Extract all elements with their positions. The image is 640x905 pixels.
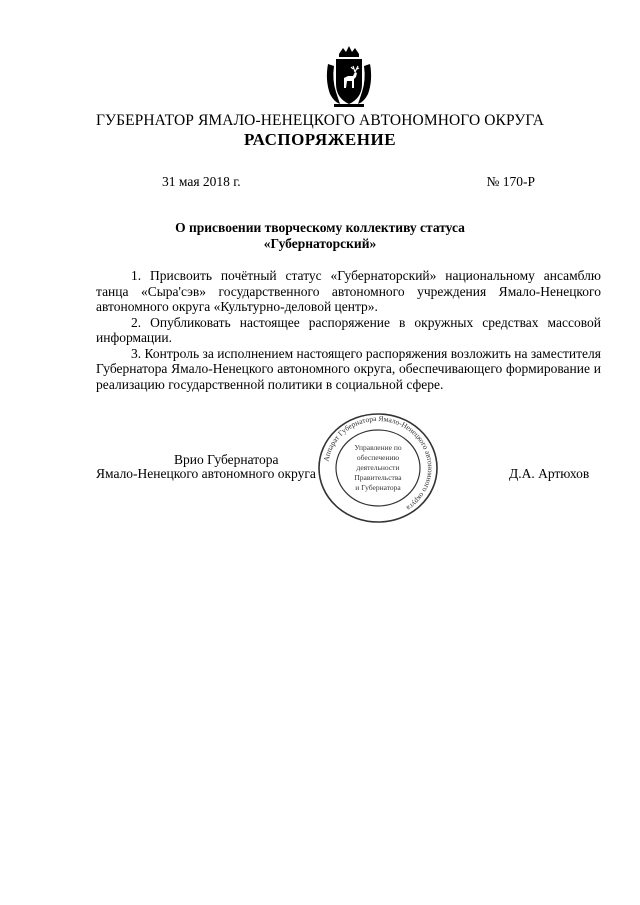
svg-text:и Губернатора: и Губернатора (355, 483, 401, 492)
signatory-name: Д.А. Артюхов (509, 466, 590, 481)
subject-line-1: О присвоении творческому коллективу статуса (175, 220, 465, 235)
body-paragraph-3: 3. Контроль за исполнением настоящего распоряжения возложить на заместителя Губернатора Ямало-Ненецкого автономного округа, обеспечивающего формирование и реализацию государственной политики в социальной сфере. (96, 345, 601, 392)
svg-text:Управление по: Управление по (354, 443, 402, 452)
document-date: 31 мая 2018 г. (162, 174, 241, 189)
svg-text:обеспечению: обеспечению (356, 453, 400, 462)
svg-text:Аппарат Губернатора Ямало-Нене: Аппарат Губернатора Ямало-Ненецкого автономного округа (321, 413, 436, 513)
coat-of-arms-icon (322, 44, 376, 108)
document-subject (0, 220, 640, 252)
document-type: РАСПОРЯЖЕНИЕ (243, 130, 397, 149)
svg-text:деятельности: деятельности (356, 463, 400, 472)
signatory-title-line-2: Ямало-Ненецкого автономного округа (96, 466, 316, 481)
signatory-title-line-1: Врио Губернатора (174, 452, 279, 467)
svg-text:Правительства: Правительства (354, 473, 402, 482)
official-seal-stamp (316, 412, 440, 524)
organization-header: ГУБЕРНАТОР ЯМАЛО-НЕНЕЦКОГО АВТОНОМНОГО ОКРУГА (95, 112, 545, 129)
body-paragraph-1: 1. Присвоить почётный статус «Губернаторский» национальному ансамблю танца «Сыра'сэв» государственного автономного учреждения Ямало-Ненецкого автономного округа «Культурно-деловой центр». (96, 268, 601, 314)
document-number: № 170-Р (486, 174, 535, 189)
body-paragraph-2: 2. Опубликовать настоящее распоряжение в окружных средствах массовой информации. (96, 314, 601, 345)
subject-line-2: «Губернаторский» (263, 236, 377, 251)
document-body (96, 268, 601, 392)
